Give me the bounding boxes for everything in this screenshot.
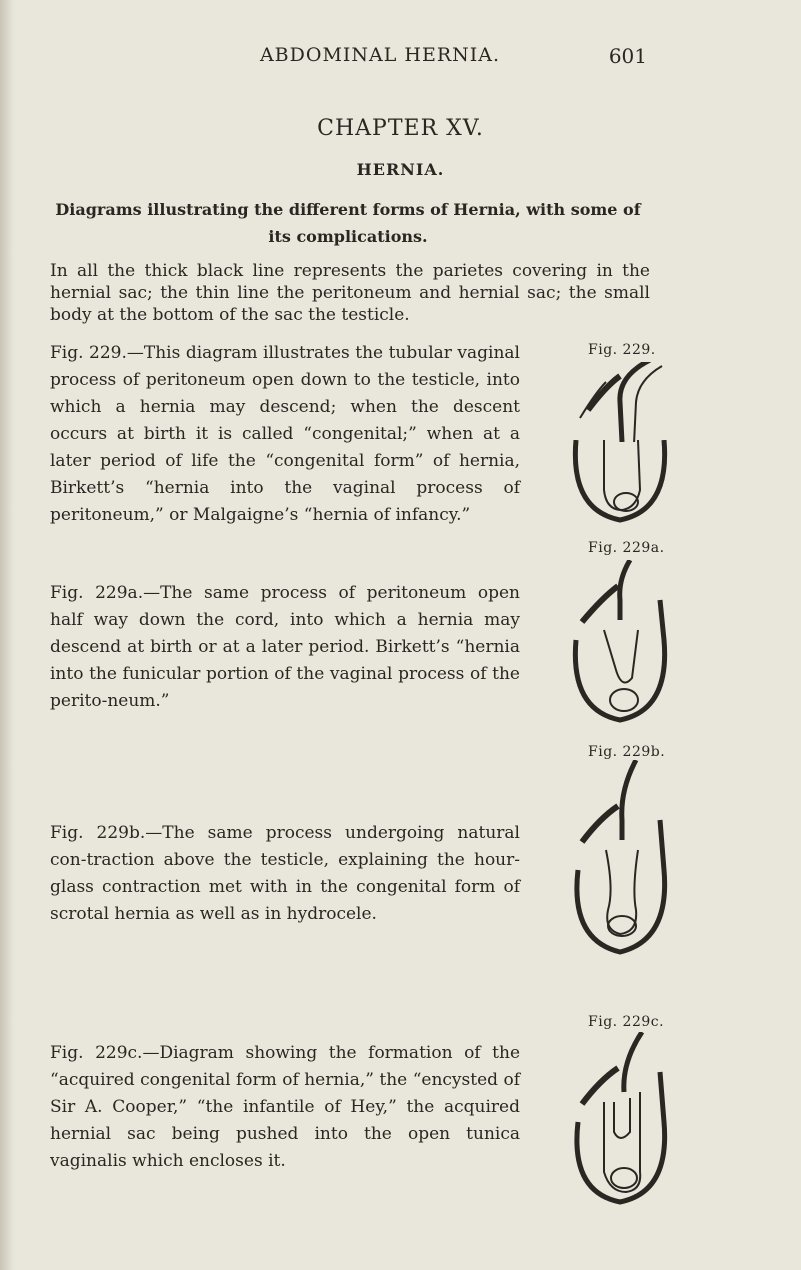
fig-229-diagram xyxy=(562,362,682,442)
fig-229a-caption: Fig. 229a.—The same process of peritoneum open half way down the cord, into which a hernia may descend at birth or at a later period. Birkett’s “hernia into the funicular portion of the vaginal process of the perito-neum.” xyxy=(50,583,520,711)
fig-229c-caption: Fig. 229c.—Diagram showing the formation of the “acquired congenital form of hernia,” the “encysted of Sir A. Cooper,” “the infantile of Hey,” the acquired hernial sac being pushed into the open tunica vaginalis which encloses it. xyxy=(50,1043,520,1171)
fig-229c-diagram xyxy=(560,1032,680,1212)
chapter-title: CHAPTER XV. xyxy=(317,116,484,141)
fig-229b-label: Fig. 229b. xyxy=(588,744,666,760)
fig-229-label: Fig. 229. xyxy=(588,342,656,358)
fig-229b-caption: Fig. 229b.—The same process undergoing natural con-traction above the testicle, explaining the hour-glass contraction met with in the congenital form of scrotal hernia as well as in hydrocele. xyxy=(50,823,520,924)
page-number: 601 xyxy=(608,44,647,68)
fig-229a-label: Fig. 229a. xyxy=(588,540,665,556)
section-title: HERNIA. xyxy=(356,160,445,179)
fig-229c-label: Fig. 229c. xyxy=(588,1014,665,1030)
fig-229a-diagram xyxy=(560,560,680,740)
chapter-subtitle: Diagrams illustrating the different forms of Hernia, with some of its complications. xyxy=(55,200,641,246)
intro-paragraph: In all the thick black line represents the parietes covering in the hernial sac; the thin line the peritoneum and hernial sac; the small body at the bottom of the sac the testicle. xyxy=(50,261,650,325)
fig-229-diagram-lower xyxy=(560,440,680,530)
fig-229b-diagram xyxy=(560,760,680,970)
fig-229-caption: Fig. 229.—This diagram illustrates the tubular vaginal process of peritoneum open down to the testicle, into which a hernia may descend; when the descent occurs at birth it is called “congenital;” when at a later period of life the “congenital form” of hernia, Birkett’s “hernia into the vaginal process of peritoneum,” or Malgaigne’s “hernia of infancy.” xyxy=(50,343,520,525)
running-head: ABDOMINAL HERNIA. xyxy=(259,44,501,66)
page-edge xyxy=(0,0,14,1270)
